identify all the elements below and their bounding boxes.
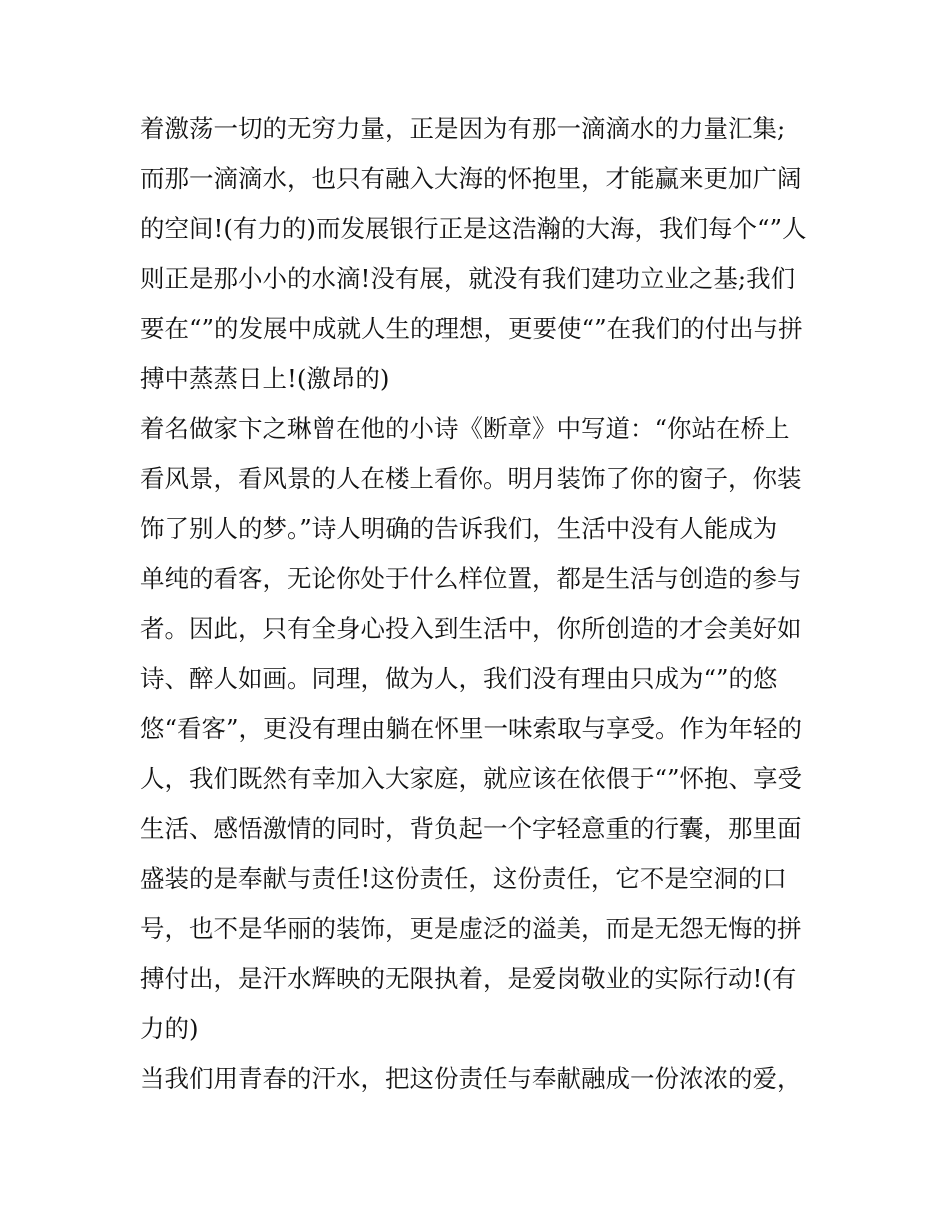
text-line: 单纯的看客，无论你处于什么样位置，都是生活与创造的参与 (140, 564, 802, 593)
text-line: 者。因此，只有全身心投入到生活中，你所创造的才会美好如 (140, 614, 802, 643)
text-line: 着名做家卞之琳曾在他的小诗《断章》中写道：“你站在桥上 (140, 414, 790, 443)
text-line: 号，也不是华丽的装饰，更是虚泛的溢美，而是无怨无悔的拼 (140, 914, 802, 943)
text-line: 的空间!(有力的)而发展银行正是这浩瀚的大海，我们每个“”人 (140, 214, 807, 243)
text-line: 搏付出，是汗水辉映的无限执着，是爱岗敬业的实际行动!(有 (140, 964, 797, 993)
text-line: 盛装的是奉献与责任!这份责任，这份责任，它不是空洞的口 (140, 864, 787, 893)
text-line: 要在“”的发展中成就人生的理想，更要使“”在我们的付出与拼 (140, 314, 803, 343)
text-line: 搏中蒸蒸日上!(激昂的) (140, 364, 390, 393)
text-line: 而那一滴滴水，也只有融入大海的怀抱里，才能赢来更加广阔 (140, 164, 802, 193)
text-line: 悠“看客”，更没有理由躺在怀里一味索取与享受。作为年轻的 (140, 714, 803, 743)
text-line: 饰了别人的梦。”诗人明确的告诉我们，生活中没有人能成为 (140, 514, 778, 543)
text-line: 力的) (140, 1014, 199, 1043)
text-line: 当我们用青春的汗水，把这份责任与奉献融成一份浓浓的爱， (140, 1064, 802, 1093)
body-text (140, 104, 820, 1104)
text-line: 人，我们既然有幸加入大家庭，就应该在依偎于“”怀抱、享受 (140, 764, 803, 793)
text-line: 生活、感悟激情的同时，背负起一个字轻意重的行囊，那里面 (140, 814, 802, 843)
text-line: 诗、醉人如画。同理，做为人，我们没有理由只成为“”的悠 (140, 664, 778, 693)
text-line: 着激荡一切的无穷力量，正是因为有那一滴滴水的力量汇集; (140, 114, 786, 143)
text-line: 看风景，看风景的人在楼上看你。明月装饰了你的窗子，你装 (140, 464, 802, 493)
text-line: 则正是那小小的水滴!没有展，就没有我们建功立业之基;我们 (140, 264, 796, 293)
